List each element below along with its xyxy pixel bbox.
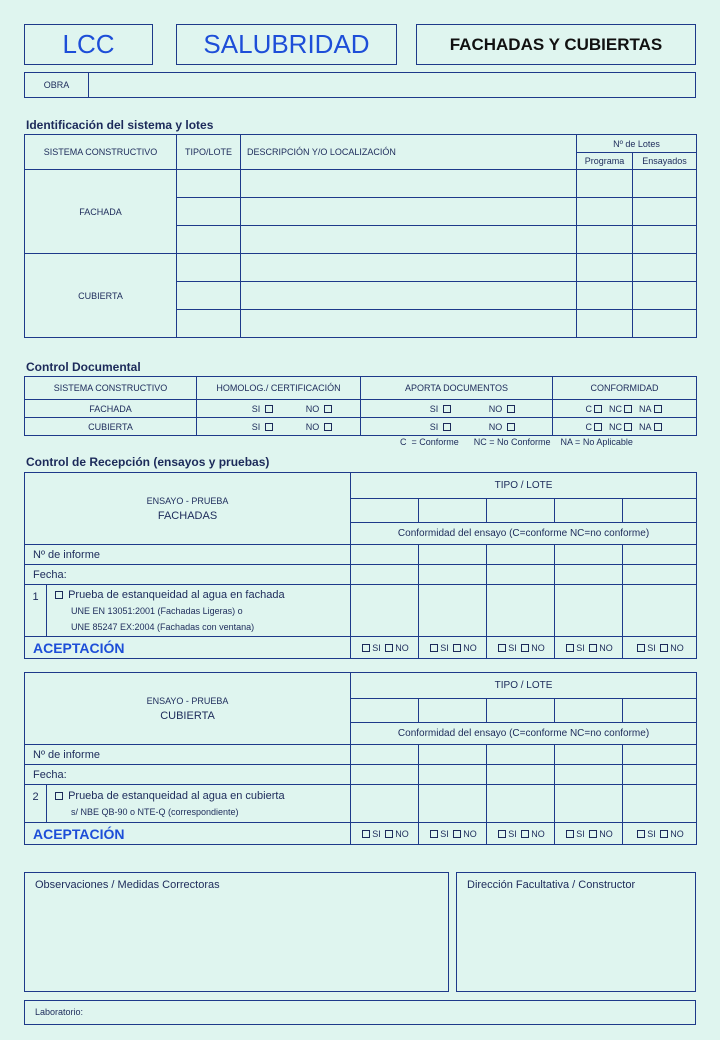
row-fachada: FACHADA xyxy=(25,170,177,254)
identificacion-table xyxy=(24,134,697,338)
cell[interactable] xyxy=(623,565,697,585)
cell[interactable] xyxy=(577,254,633,282)
aceptacion-option: SI NO xyxy=(487,823,555,845)
lote-cell[interactable] xyxy=(419,499,487,523)
cell[interactable] xyxy=(577,198,633,226)
lote-cell[interactable] xyxy=(487,699,555,723)
conformidad-options: C NC NA xyxy=(553,418,697,436)
cell[interactable] xyxy=(241,170,577,198)
cell[interactable] xyxy=(555,785,623,823)
cell[interactable] xyxy=(241,282,577,310)
documental-heading: Control Documental xyxy=(26,360,141,374)
cell[interactable] xyxy=(351,745,419,765)
checkbox[interactable] xyxy=(443,405,451,413)
col-programa: Programa xyxy=(577,153,633,170)
conformidad-options: C NC NA xyxy=(553,400,697,418)
cell[interactable] xyxy=(241,226,577,254)
lote-cell[interactable] xyxy=(623,499,697,523)
cell[interactable] xyxy=(351,585,419,637)
checkbox[interactable] xyxy=(265,405,273,413)
lote-cell[interactable] xyxy=(623,699,697,723)
doc-col-sistema: SISTEMA CONSTRUCTIVO xyxy=(25,377,197,400)
checkbox[interactable] xyxy=(55,792,63,800)
cell[interactable] xyxy=(633,170,697,198)
cell[interactable] xyxy=(419,765,487,785)
cell[interactable] xyxy=(351,545,419,565)
fecha-label: Fecha: xyxy=(25,765,351,785)
checkbox[interactable] xyxy=(507,405,515,413)
doc-col-aporta: APORTA DOCUMENTOS xyxy=(361,377,553,400)
num-informe-label: Nº de informe xyxy=(25,745,351,765)
checkbox[interactable] xyxy=(324,405,332,413)
cell[interactable] xyxy=(351,765,419,785)
aceptacion-option: SI NO xyxy=(351,823,419,845)
checkbox[interactable] xyxy=(507,423,515,431)
recepcion-fachadas-table xyxy=(24,472,697,659)
obra-field[interactable] xyxy=(89,73,696,98)
cell[interactable] xyxy=(241,254,577,282)
col-ensayados: Ensayados xyxy=(633,153,697,170)
aceptacion-option: SI NO xyxy=(623,823,697,845)
checkbox[interactable] xyxy=(624,405,632,413)
test-description: Prueba de estanqueidad al agua en fachada UNE EN 13051:2001 (Fachadas Ligeras) o UNE 85247 EX:2004 (Fachadas con ventana) xyxy=(47,585,351,637)
cell[interactable] xyxy=(577,310,633,338)
identificacion-heading: Identificación del sistema y lotes xyxy=(26,118,214,132)
cell[interactable] xyxy=(419,785,487,823)
cell[interactable] xyxy=(487,785,555,823)
observaciones-label: Observaciones / Medidas Correctoras xyxy=(35,879,220,891)
ensayo-header: ENSAYO - PRUEBA CUBIERTA xyxy=(25,673,351,745)
col-lotes: Nº de Lotes xyxy=(577,135,697,153)
doc-col-conformidad: CONFORMIDAD xyxy=(553,377,697,400)
obra-label: OBRA xyxy=(25,73,89,98)
aceptacion-label: ACEPTACIÓN xyxy=(25,823,351,845)
cell[interactable] xyxy=(419,565,487,585)
cell[interactable] xyxy=(487,585,555,637)
cell[interactable] xyxy=(177,282,241,310)
homolog-options: SI NO xyxy=(197,400,361,418)
tipo-lote-header: TIPO / LOTE xyxy=(351,473,697,499)
test-description: Prueba de estanqueidad al agua en cubierta s/ NBE QB-90 o NTE-Q (correspondiente) xyxy=(47,785,351,823)
direccion-box[interactable] xyxy=(456,872,696,992)
checkbox[interactable] xyxy=(594,423,602,431)
doc-col-homolog: HOMOLOG./ CERTIFICACIÓN xyxy=(197,377,361,400)
cell[interactable] xyxy=(241,310,577,338)
conformidad-legend: C = Conforme NC = No Conforme NA = No Aplicable xyxy=(400,437,633,447)
cell[interactable] xyxy=(577,282,633,310)
cell[interactable] xyxy=(577,226,633,254)
doc-row-fachada: FACHADA xyxy=(25,400,197,418)
recepcion-cubierta-table xyxy=(24,672,697,845)
checkbox[interactable] xyxy=(654,405,662,413)
cell[interactable] xyxy=(487,745,555,765)
cell[interactable] xyxy=(419,585,487,637)
aceptacion-option: SI NO xyxy=(487,637,555,659)
cell[interactable] xyxy=(555,565,623,585)
lote-cell[interactable] xyxy=(555,499,623,523)
cell[interactable] xyxy=(633,282,697,310)
aceptacion-option: SI NO xyxy=(623,637,697,659)
conformidad-header: Conformidad del ensayo (C=conforme NC=no conforme) xyxy=(351,723,697,745)
cell[interactable] xyxy=(623,585,697,637)
aceptacion-option: SI NO xyxy=(555,637,623,659)
cell[interactable] xyxy=(555,765,623,785)
aceptacion-option: SI NO xyxy=(555,823,623,845)
cell[interactable] xyxy=(419,745,487,765)
cell[interactable] xyxy=(177,226,241,254)
cell[interactable] xyxy=(487,565,555,585)
aceptacion-option: SI NO xyxy=(351,637,419,659)
lote-cell[interactable] xyxy=(555,699,623,723)
cell[interactable] xyxy=(351,565,419,585)
direccion-label: Dirección Facultativa / Constructor xyxy=(467,879,636,891)
col-tipo: TIPO/LOTE xyxy=(177,135,241,170)
fachadas-label: FACHADAS xyxy=(157,509,218,522)
salubridad-title: SALUBRIDAD xyxy=(176,24,397,65)
lote-cell[interactable] xyxy=(351,699,419,723)
aporta-options: SI NO xyxy=(361,418,553,436)
checkbox[interactable] xyxy=(443,423,451,431)
cell[interactable] xyxy=(177,254,241,282)
ensayo-header: ENSAYO - PRUEBA FACHADAS xyxy=(25,473,351,545)
test-number: 1 xyxy=(25,585,47,637)
observaciones-box[interactable] xyxy=(24,872,449,992)
cell[interactable] xyxy=(555,545,623,565)
cell[interactable] xyxy=(177,310,241,338)
aceptacion-label: ACEPTACIÓN xyxy=(25,637,351,659)
obra-table xyxy=(24,72,696,98)
aceptacion-option: SI NO xyxy=(419,823,487,845)
cell[interactable] xyxy=(633,198,697,226)
cell[interactable] xyxy=(555,585,623,637)
cell[interactable] xyxy=(419,545,487,565)
lote-cell[interactable] xyxy=(419,699,487,723)
laboratorio-label: Laboratorio: xyxy=(35,1007,84,1017)
checkbox[interactable] xyxy=(624,423,632,431)
checkbox[interactable] xyxy=(55,591,63,599)
section-title: FACHADAS Y CUBIERTAS xyxy=(416,24,696,65)
doc-row-cubierta: CUBIERTA xyxy=(25,418,197,436)
conformidad-header: Conformidad del ensayo (C=conforme NC=no conforme) xyxy=(351,523,697,545)
col-descripcion: DESCRIPCIÓN Y/O LOCALIZACIÓN xyxy=(241,135,577,170)
fecha-label: Fecha: xyxy=(25,565,351,585)
cell[interactable] xyxy=(633,254,697,282)
test-number: 2 xyxy=(25,785,47,823)
cubierta-label: CUBIERTA xyxy=(160,709,215,722)
recepcion-heading: Control de Recepción (ensayos y pruebas) xyxy=(26,455,270,469)
cell[interactable] xyxy=(241,198,577,226)
tipo-lote-header: TIPO / LOTE xyxy=(351,673,697,699)
cell[interactable] xyxy=(487,545,555,565)
lcc-title: LCC xyxy=(24,24,153,65)
aceptacion-option: SI NO xyxy=(419,637,487,659)
cell[interactable] xyxy=(177,198,241,226)
cell[interactable] xyxy=(177,170,241,198)
cell[interactable] xyxy=(623,745,697,765)
cell[interactable] xyxy=(487,765,555,785)
cell[interactable] xyxy=(577,170,633,198)
laboratorio-box[interactable] xyxy=(24,1000,696,1025)
homolog-options: SI NO xyxy=(197,418,361,436)
num-informe-label: Nº de informe xyxy=(25,545,351,565)
checkbox[interactable] xyxy=(594,405,602,413)
cell[interactable] xyxy=(623,765,697,785)
cell[interactable] xyxy=(633,226,697,254)
cell[interactable] xyxy=(351,785,419,823)
cell[interactable] xyxy=(623,545,697,565)
cell[interactable] xyxy=(633,310,697,338)
documental-table xyxy=(24,376,697,436)
checkbox[interactable] xyxy=(265,423,273,431)
aporta-options: SI NO xyxy=(361,400,553,418)
lote-cell[interactable] xyxy=(351,499,419,523)
col-sistema: SISTEMA CONSTRUCTIVO xyxy=(25,135,177,170)
checkbox[interactable] xyxy=(324,423,332,431)
cell[interactable] xyxy=(623,785,697,823)
row-cubierta: CUBIERTA xyxy=(25,254,177,338)
lote-cell[interactable] xyxy=(487,499,555,523)
cell[interactable] xyxy=(555,745,623,765)
checkbox[interactable] xyxy=(654,423,662,431)
